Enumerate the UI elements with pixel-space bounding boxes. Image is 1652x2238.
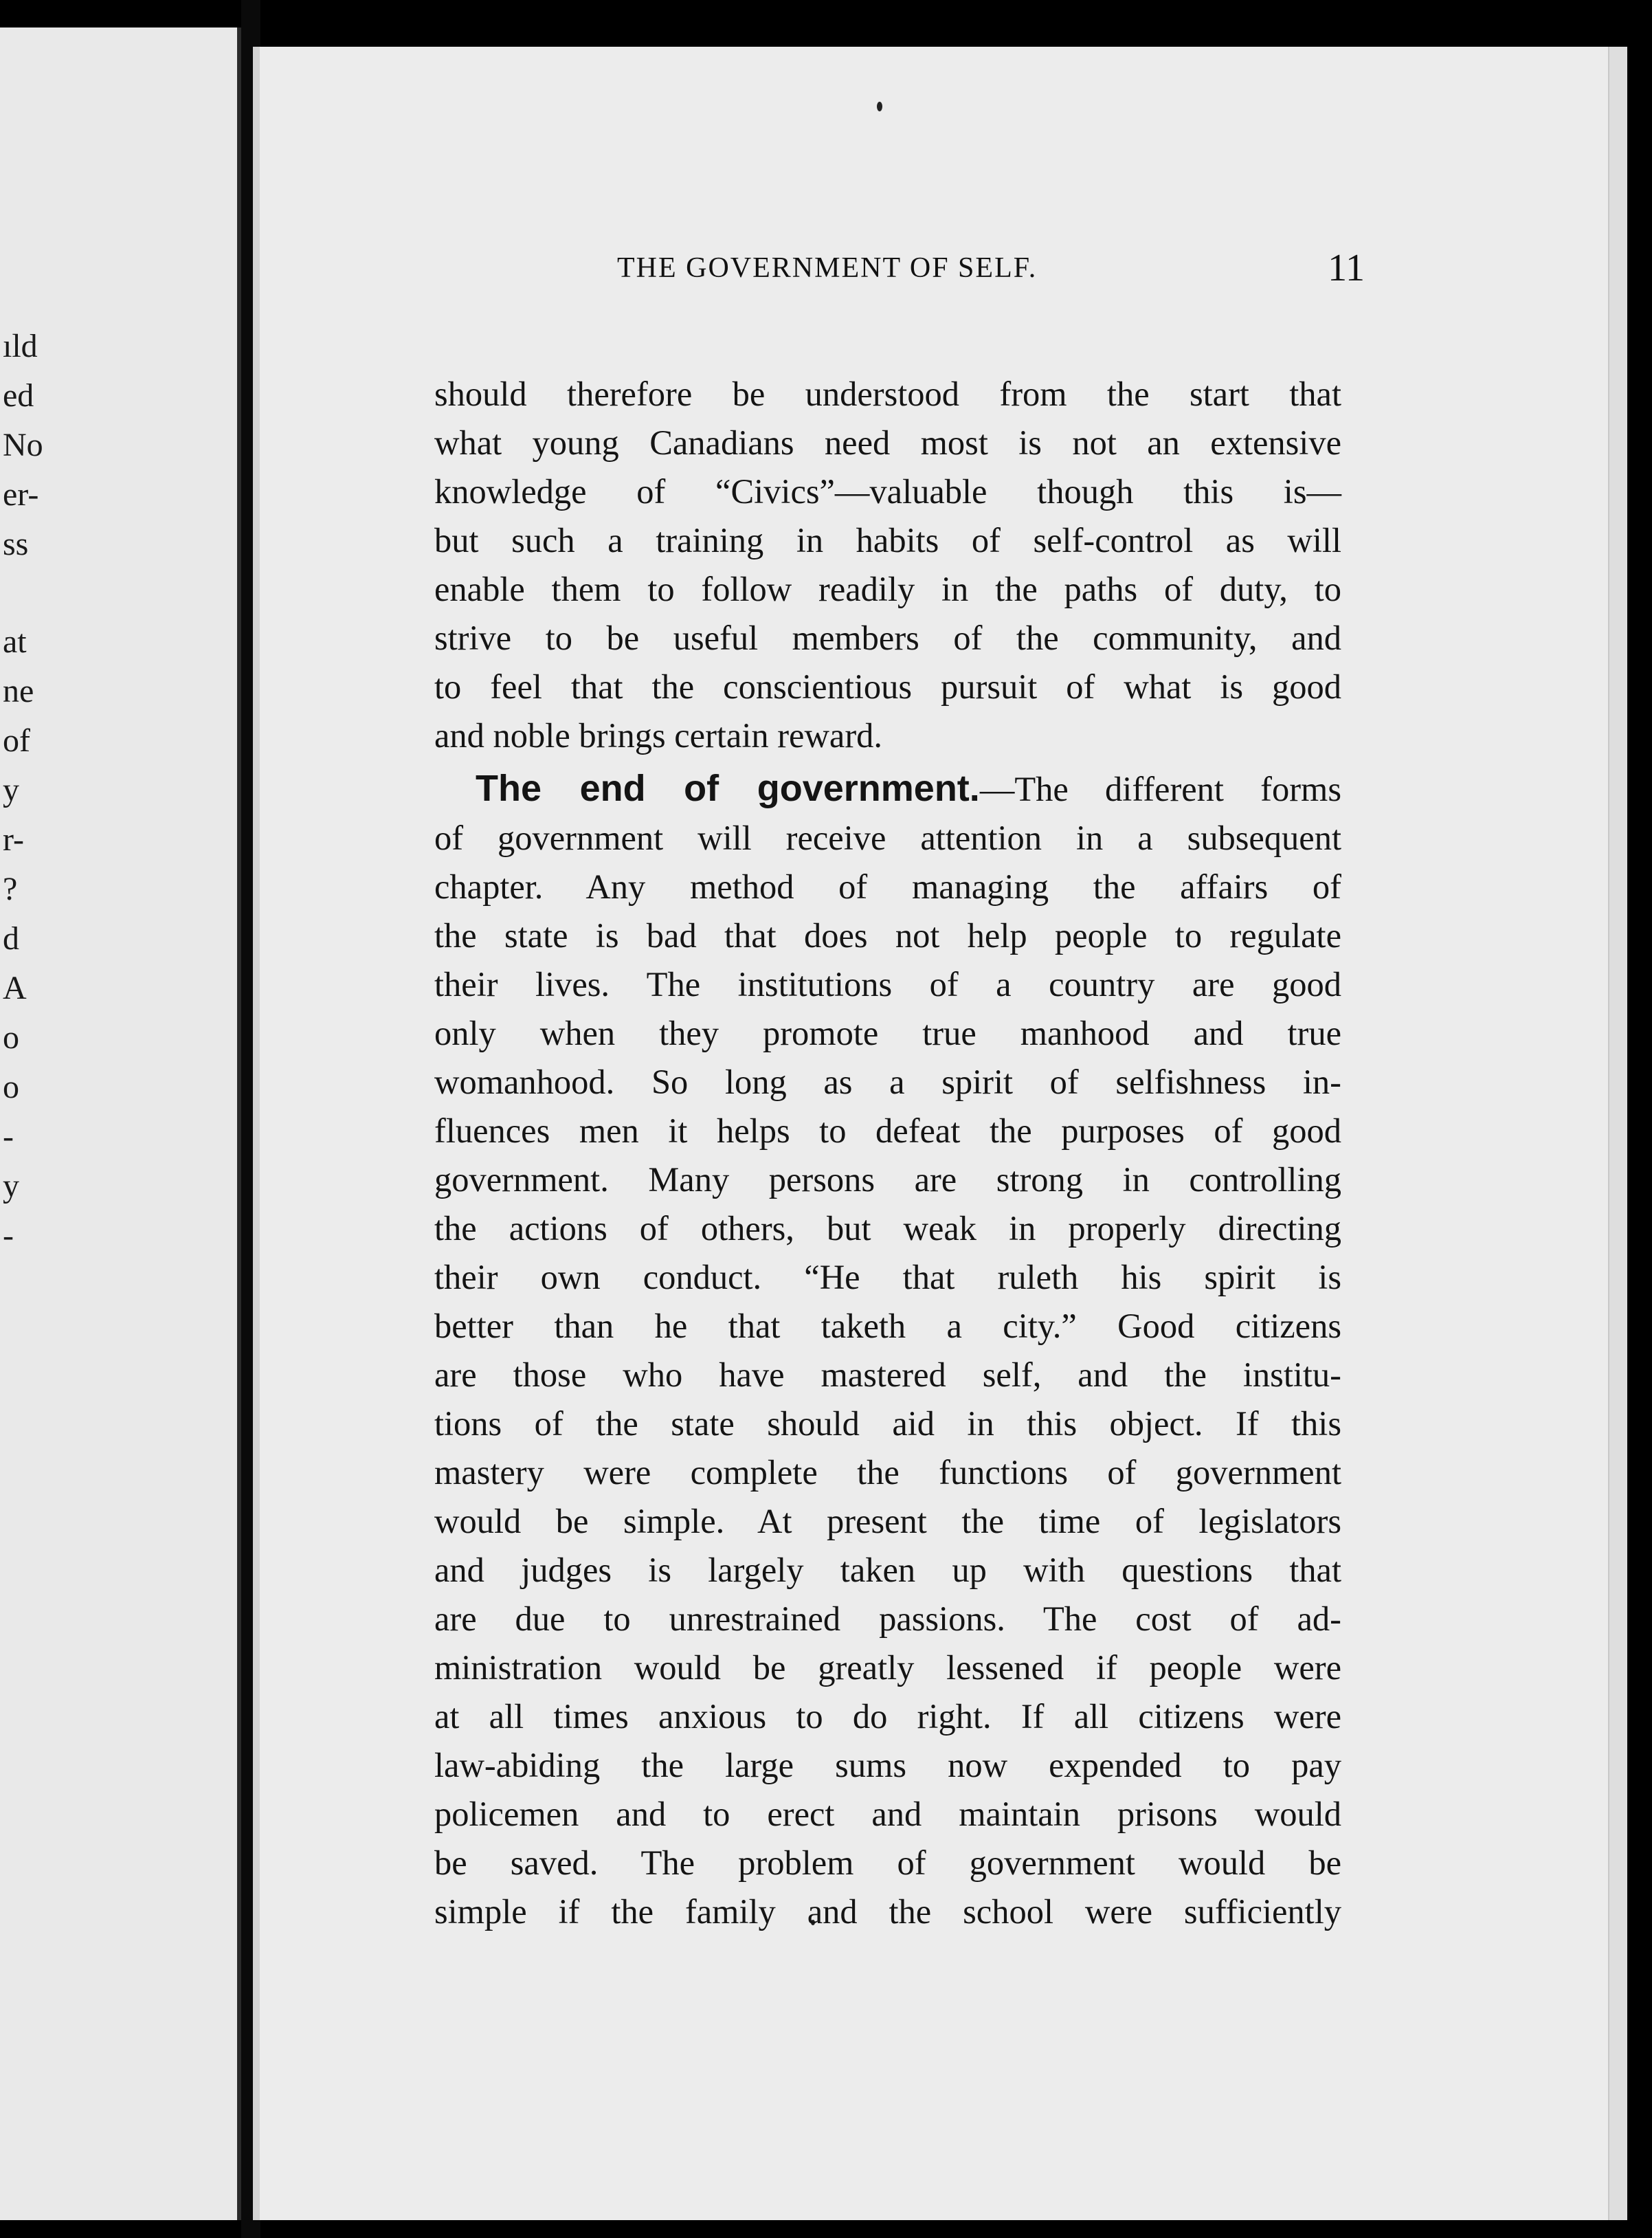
text-line: to feel that the conscientious pursuit of what is good <box>434 667 1341 706</box>
text-line: only when they promote true manhood and true <box>434 1014 1341 1052</box>
text-line: simple if the family and the school were sufficiently <box>434 1892 1341 1931</box>
left-fragment: A <box>3 970 27 1006</box>
left-fragment: ne <box>3 673 34 709</box>
text-line <box>434 764 1341 814</box>
body-text <box>434 370 1341 1936</box>
text-line: mastery were complete the functions of government <box>434 1453 1341 1492</box>
book-page <box>253 47 1627 2220</box>
text-line: law-abiding the large sums now expended to pay <box>434 1746 1341 1784</box>
text-line: and noble brings certain reward. <box>434 716 883 755</box>
text-line: are due to unrestrained passions. The cost of ad- <box>434 1599 1341 1638</box>
text-line: at all times anxious to do right. If all citizens were <box>434 1697 1341 1736</box>
text-line: chapter. Any method of managing the affairs of <box>434 867 1341 906</box>
left-fragment: ss <box>3 526 29 562</box>
left-fragment: ed <box>3 377 34 414</box>
text-line: their lives. The institutions of a country are good <box>434 965 1341 1004</box>
left-fragment: y <box>3 772 19 808</box>
text-line: the actions of others, but weak in properly directing <box>434 1209 1341 1248</box>
text-line: should therefore be understood from the start that <box>434 375 1341 413</box>
text-line: and judges is largely taken up with questions that <box>434 1551 1341 1589</box>
page-edge <box>1608 47 1627 2220</box>
text-line: the state is bad that does not help people to regulate <box>434 916 1341 955</box>
ink-speck <box>877 102 882 111</box>
text-line: what young Canadians need most is not an extensive <box>434 423 1341 462</box>
text-line: would be simple. At present the time of legislators <box>434 1502 1341 1540</box>
left-fragment: er- <box>3 476 39 513</box>
paragraph <box>434 370 1341 760</box>
left-fragment: of <box>3 722 30 759</box>
text-line: government. Many persons are strong in controlling <box>434 1160 1341 1199</box>
text-line: of government will receive attention in a subsequent <box>434 819 1341 857</box>
left-fragment: o <box>3 1069 19 1105</box>
left-fragment: No <box>3 427 43 463</box>
text-line: policemen and to erect and maintain prisons would <box>434 1795 1341 1833</box>
text-line: fluences men it helps to defeat the purposes of good <box>434 1111 1341 1150</box>
left-fragment: d <box>3 920 19 957</box>
text-line: enable them to follow readily in the paths of duty, to <box>434 570 1341 608</box>
text-line: strive to be useful members of the community, and <box>434 619 1341 657</box>
text-line: are those who have mastered self, and the institu- <box>434 1355 1341 1394</box>
text-line: better than he that taketh a city.” Good citizens <box>434 1307 1341 1345</box>
left-fragment: ıld <box>3 328 38 364</box>
text-line: but such a training in habits of self-control as will <box>434 521 1341 560</box>
left-fragment: y <box>3 1168 19 1204</box>
left-fragment: - <box>3 1217 14 1254</box>
text-line: be saved. The problem of government would be <box>434 1843 1341 1882</box>
left-fragment: ? <box>3 871 18 907</box>
page-header <box>617 246 1365 294</box>
left-fragment: at <box>3 623 27 660</box>
text-line: tions of the state should aid in this object. If this <box>434 1404 1341 1443</box>
paragraph <box>434 764 1341 1936</box>
text-line: womanhood. So long as a spirit of selfishness in- <box>434 1063 1341 1101</box>
text-line: knowledge of “Civics”—valuable though this is— <box>434 472 1341 511</box>
left-fragment: o <box>3 1019 19 1056</box>
heading-continuation: —The different forms <box>979 770 1341 808</box>
text-line: ministration would be greatly lessened if people were <box>434 1648 1341 1687</box>
left-fragment: r- <box>3 821 25 858</box>
running-head: THE GOVERNMENT OF SELF. <box>617 252 1038 284</box>
text-line: their own conduct. “He that ruleth his spirit is <box>434 1258 1341 1296</box>
page-number: 11 <box>1328 247 1365 289</box>
left-facing-page <box>0 27 241 2220</box>
left-fragment: - <box>3 1118 14 1155</box>
section-heading: The end of government. <box>476 768 980 809</box>
